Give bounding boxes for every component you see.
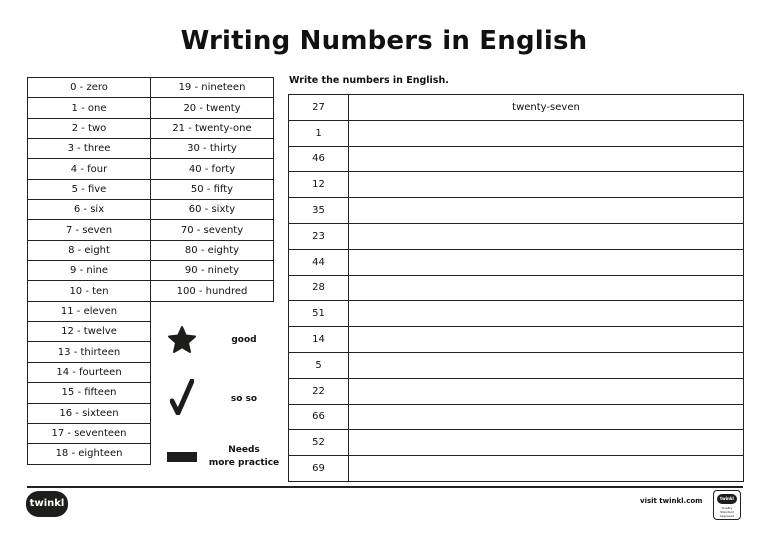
exercise-number: 1 (289, 120, 349, 146)
key-good (151, 325, 280, 355)
reference-cell: 16 - sixteen (28, 403, 151, 423)
reference-cell: 19 - nineteen (151, 78, 274, 98)
reference-cell: 14 - fourteen (28, 362, 151, 382)
reference-row (28, 98, 274, 118)
reference-row (28, 261, 274, 281)
exercise-row (289, 301, 744, 327)
exercise-row (289, 223, 744, 249)
exercise-number: 52 (289, 430, 349, 456)
exercise-row (289, 430, 744, 456)
exercise-answer-field[interactable] (349, 327, 744, 353)
dash-icon (167, 452, 197, 462)
reference-cell: 20 - twenty (151, 98, 274, 118)
exercise-answer-field[interactable] (349, 172, 744, 198)
key-good-label: good (231, 335, 257, 345)
reference-cell: 30 - thirty (151, 139, 274, 159)
reference-row (28, 139, 274, 159)
reference-cell: 18 - eighteen (28, 444, 151, 464)
quality-badge (713, 490, 741, 520)
badge-logo: twinkl (717, 494, 737, 504)
exercise-row (289, 198, 744, 224)
reference-cell: 100 - hundred (151, 281, 274, 301)
exercise-row (289, 327, 744, 353)
reference-cell: 50 - fifty (151, 179, 274, 199)
badge-text: Quality Standard Approved (719, 506, 735, 518)
reference-cell: 21 - twenty-one (151, 118, 274, 138)
reference-row (28, 240, 274, 260)
exercise-row (289, 378, 744, 404)
exercise-answer-field[interactable] (349, 120, 744, 146)
exercise-answer-field[interactable] (349, 223, 744, 249)
visit-link[interactable]: visit twinkl.com (640, 497, 703, 505)
reference-cell: 8 - eight (28, 240, 151, 260)
key-so-so-label: so so (230, 394, 258, 404)
reference-row (28, 78, 274, 98)
exercise-instruction: Write the numbers in English. (289, 75, 449, 86)
exercise-number: 46 (289, 146, 349, 172)
exercise-number: 35 (289, 198, 349, 224)
exercise-table (288, 94, 744, 482)
reference-row (28, 200, 274, 220)
exercise-number: 28 (289, 275, 349, 301)
reference-cell: 2 - two (28, 118, 151, 138)
reference-cell: 13 - thirteen (28, 342, 151, 362)
checkmark-icon (170, 379, 194, 415)
reference-cell: 17 - seventeen (28, 423, 151, 443)
reference-cell: 7 - seven (28, 220, 151, 240)
exercise-answer-field[interactable] (349, 198, 744, 224)
footer-divider (27, 486, 743, 488)
exercise-answer-field[interactable]: twenty-seven (349, 95, 744, 121)
exercise-number: 23 (289, 223, 349, 249)
exercise-number: 69 (289, 456, 349, 482)
reference-cell: 70 - seventy (151, 220, 274, 240)
exercise-answer-field[interactable] (349, 404, 744, 430)
reference-cell: 40 - forty (151, 159, 274, 179)
page-title: Writing Numbers in English (180, 26, 588, 56)
exercise-number: 51 (289, 301, 349, 327)
key-needs-practice (151, 443, 280, 473)
exercise-number: 66 (289, 404, 349, 430)
reference-cell: 15 - fifteen (28, 383, 151, 403)
reference-cell: 6 - six (28, 200, 151, 220)
exercise-answer-field[interactable] (349, 301, 744, 327)
exercise-row (289, 404, 744, 430)
reference-row (28, 179, 274, 199)
exercise-number: 44 (289, 249, 349, 275)
reference-cell: 0 - zero (28, 78, 151, 98)
exercise-answer-field[interactable] (349, 249, 744, 275)
exercise-row (289, 456, 744, 482)
exercise-number: 12 (289, 172, 349, 198)
reference-cell: 4 - four (28, 159, 151, 179)
reference-cell: 60 - sixty (151, 200, 274, 220)
reference-cell: 3 - three (28, 139, 151, 159)
exercise-answer-field[interactable] (349, 378, 744, 404)
exercise-answer-field[interactable] (349, 430, 744, 456)
star-icon (167, 325, 197, 355)
exercise-row (289, 172, 744, 198)
exercise-answer-field[interactable] (349, 456, 744, 482)
reference-row (28, 118, 274, 138)
exercise-row (289, 146, 744, 172)
reference-cell: 12 - twelve (28, 322, 151, 342)
reference-cell: 9 - nine (28, 261, 151, 281)
key-needs-practice-label: Needs more practice (208, 445, 280, 468)
reference-cell: 10 - ten (28, 281, 151, 301)
exercise-row (289, 352, 744, 378)
reference-cell: 5 - five (28, 179, 151, 199)
exercise-row (289, 120, 744, 146)
exercise-number: 27 (289, 95, 349, 121)
exercise-number: 22 (289, 378, 349, 404)
reference-row (28, 220, 274, 240)
exercise-answer-field[interactable] (349, 352, 744, 378)
reference-row (28, 281, 274, 301)
self-assessment-key (151, 311, 280, 482)
exercise-row (289, 95, 744, 121)
exercise-answer-field[interactable] (349, 275, 744, 301)
reference-cell: 11 - eleven (28, 301, 151, 321)
exercise-number: 14 (289, 327, 349, 353)
key-so-so (151, 379, 280, 417)
reference-row (28, 159, 274, 179)
twinkl-logo: twinkl (26, 491, 68, 517)
reference-cell: 90 - ninety (151, 261, 274, 281)
reference-cell: 1 - one (28, 98, 151, 118)
exercise-number: 5 (289, 352, 349, 378)
exercise-row (289, 249, 744, 275)
reference-cell: 80 - eighty (151, 240, 274, 260)
exercise-row (289, 275, 744, 301)
exercise-answer-field[interactable] (349, 146, 744, 172)
